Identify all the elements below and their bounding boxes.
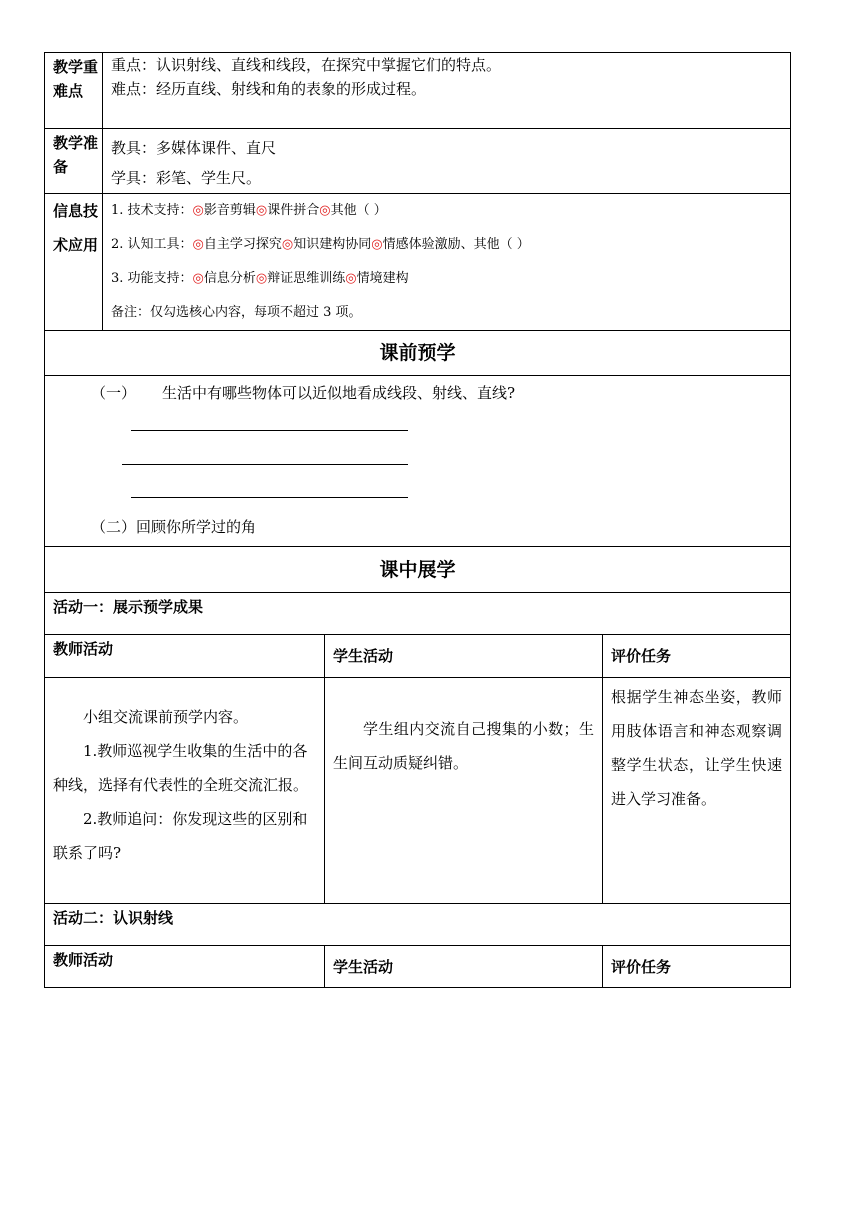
info-tech-row	[45, 194, 791, 331]
answer-blank-1[interactable]	[131, 430, 408, 431]
circle-option-icon[interactable]: ◎	[255, 203, 268, 218]
info-line-2: 2. 认知工具：◎自主学习探究◎知识建构协同◎情感体验激励、其他（ ）	[111, 237, 530, 252]
student-activity-text: 学生组内交流自己搜集的小数；生生间互动质疑纠错。	[333, 720, 594, 772]
teacher-activity-header: 教师活动	[45, 635, 325, 678]
preview-question-2: （二）回顾你所学过的角	[91, 518, 257, 536]
preview-section-title: 课前预学	[45, 331, 791, 376]
activity1-title-row	[45, 593, 791, 635]
teacher-activity-cell	[45, 678, 325, 904]
circle-option-icon[interactable]: ◎	[281, 237, 294, 252]
preparation-label: 教学准备	[45, 129, 103, 194]
info-line-1: 1. 技术支持：◎影音剪辑◎课件拼合◎其他（ ）	[111, 203, 387, 218]
lesson-plan-table	[44, 52, 791, 988]
student-activity-header: 学生活动	[325, 635, 603, 678]
activity1-header-row	[45, 635, 791, 678]
info-tech-label: 信息技术应用	[45, 194, 103, 331]
circle-option-icon[interactable]: ◎	[192, 203, 204, 218]
circle-option-icon[interactable]: ◎	[192, 271, 204, 286]
teacher-activity-intro: 小组交流课前预学内容。	[83, 708, 249, 726]
evaluation-cell	[603, 678, 791, 904]
info-note: 备注：仅勾选核心内容，每项不超过 3 项。	[111, 305, 362, 320]
answer-blank-2[interactable]	[122, 464, 408, 465]
teacher-activity-step-1: 1.教师巡视学生收集的生活中的各种线，选择有代表性的全班交流汇报。	[53, 742, 309, 794]
activity2-title-row	[45, 904, 791, 946]
key-point-text: 重点：认识射线、直线和线段，在探究中掌握它们的特点。	[111, 56, 502, 74]
classroom-title-row	[45, 547, 791, 593]
student-activity-header-2: 学生活动	[325, 946, 603, 988]
difficulty-label: 教学重难点	[45, 53, 103, 129]
teacher-tools-text: 教具：多媒体课件、直尺	[111, 139, 277, 157]
evaluation-header: 评价任务	[603, 635, 791, 678]
activity2-header-row	[45, 946, 791, 988]
circle-option-icon[interactable]: ◎	[345, 271, 357, 286]
classroom-section-title: 课中展学	[45, 547, 791, 593]
preparation-row	[45, 129, 791, 194]
info-line-3: 3. 功能支持：◎信息分析◎辩证思维训练◎情境建构	[111, 271, 409, 286]
evaluation-text: 根据学生神态坐姿，教师用肢体语言和神态观察调整学生状态，让学生快速进入学习准备。	[611, 688, 782, 808]
teacher-activity-header-2: 教师活动	[45, 946, 325, 988]
activity1-content-row	[45, 678, 791, 904]
answer-blank-3[interactable]	[131, 497, 408, 498]
student-activity-cell	[325, 678, 603, 904]
circle-option-icon[interactable]: ◎	[192, 237, 204, 252]
teacher-activity-step-2: 2.教师追问：你发现这些的区别和联系了吗?	[53, 810, 308, 862]
student-tools-text: 学具：彩笔、学生尺。	[111, 169, 262, 187]
preview-title-row	[45, 331, 791, 376]
difficulty-row	[45, 53, 791, 129]
circle-option-icon[interactable]: ◎	[319, 203, 331, 218]
preview-content-row	[45, 376, 791, 547]
activity1-title: 活动一：展示预学成果	[45, 593, 791, 635]
preview-question-1: （一） 生活中有哪些物体可以近似地看成线段、射线、直线?	[91, 384, 516, 402]
evaluation-header-2: 评价任务	[603, 946, 791, 988]
circle-option-icon[interactable]: ◎	[255, 271, 268, 286]
circle-option-icon[interactable]: ◎	[371, 237, 383, 252]
hard-point-text: 难点：经历直线、射线和角的表象的形成过程。	[111, 80, 427, 98]
activity2-title: 活动二：认识射线	[45, 904, 791, 946]
